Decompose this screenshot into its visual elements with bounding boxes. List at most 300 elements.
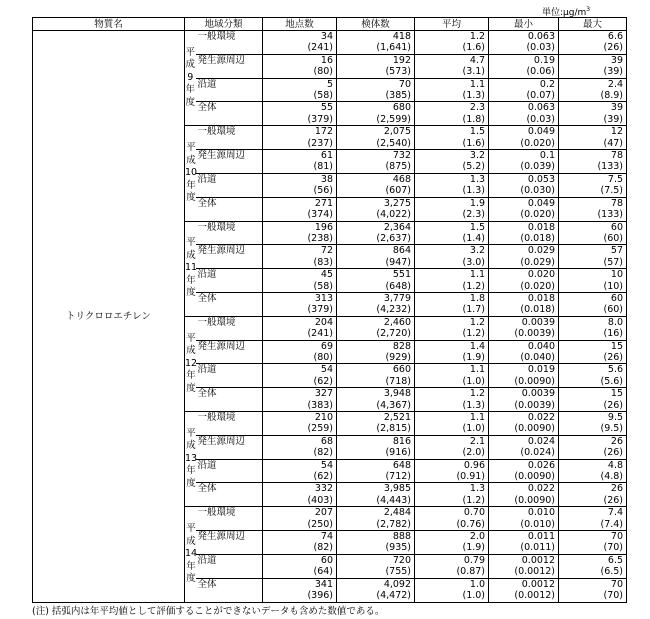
cell-samples (337, 412, 415, 436)
header-samples: 検体数 (337, 18, 415, 31)
year-char: 平 (186, 523, 196, 535)
value-all: (0.039) (520, 161, 556, 173)
cell-max (559, 245, 627, 269)
cell-max (559, 316, 627, 340)
value-all: (0.018) (520, 304, 556, 316)
cell-min (489, 54, 559, 78)
value-annual: 0.2 (539, 78, 556, 90)
value-annual: 0.0039 (521, 388, 556, 400)
value-annual: 0.018 (527, 292, 556, 304)
cell-min (489, 507, 559, 531)
year-char: 年 (186, 370, 196, 382)
value-all: (648) (385, 280, 412, 292)
value-annual: 0.79 (463, 554, 486, 566)
area-label: 発生源周辺 (196, 531, 263, 555)
value-all: (755) (385, 566, 412, 578)
value-all: (60) (603, 304, 624, 316)
value-annual: 10 (610, 269, 624, 281)
value-all: (0.87) (456, 566, 486, 578)
value-annual: 70 (398, 78, 412, 90)
value-annual: 660 (392, 364, 412, 376)
value-annual: 0.010 (527, 507, 556, 519)
value-all: (0.91) (456, 471, 486, 483)
value-annual: 39 (610, 102, 624, 114)
value-annual: 0.020 (527, 269, 556, 281)
year-char: 成 (186, 440, 196, 452)
value-all: (26) (603, 351, 624, 363)
value-annual: 6.5 (607, 554, 624, 566)
value-annual: 0.026 (527, 459, 556, 471)
year-char: 年 (186, 465, 196, 477)
cell-samples (337, 340, 415, 364)
cell-max (559, 126, 627, 150)
cell-mean (415, 364, 489, 388)
value-all: (379) (307, 304, 334, 316)
value-annual: 196 (314, 221, 334, 233)
value-annual: 4.8 (607, 459, 624, 471)
year-char: 年 (186, 179, 196, 191)
cell-samples (337, 197, 415, 221)
cell-sites (263, 150, 337, 174)
cell-samples (337, 554, 415, 578)
value-all: (1.3) (462, 185, 486, 197)
cell-samples (337, 150, 415, 174)
header-substance: 物質名 (33, 18, 185, 31)
area-label: 全体 (196, 388, 263, 412)
value-annual: 2.0 (469, 531, 486, 543)
cell-mean (415, 54, 489, 78)
value-all: (238) (307, 232, 334, 244)
value-annual: 0.19 (533, 54, 556, 66)
value-all: (0.0012) (514, 590, 556, 602)
cell-sites (263, 531, 337, 555)
value-all: (70) (603, 590, 624, 602)
value-annual: 418 (392, 31, 412, 42)
value-all: (70) (603, 542, 624, 554)
value-annual: 3.2 (469, 150, 486, 162)
value-all: (0.76) (456, 518, 486, 530)
value-all: (379) (307, 113, 334, 125)
value-all: (1.0) (462, 423, 486, 435)
cell-mean (415, 412, 489, 436)
value-all: (4,443) (376, 494, 412, 506)
value-all: (2,815) (376, 423, 412, 435)
area-label: 沿道 (196, 364, 263, 388)
value-annual: 0.019 (527, 364, 556, 376)
value-annual: 0.029 (527, 245, 556, 257)
value-annual: 1.2 (469, 316, 486, 328)
cell-sites (263, 197, 337, 221)
value-annual: 3,948 (383, 388, 412, 400)
cell-sites (263, 316, 337, 340)
cell-sites (263, 31, 337, 55)
value-annual: 5 (326, 78, 334, 90)
cell-samples (337, 435, 415, 459)
area-label: 全体 (196, 292, 263, 316)
value-annual: 16 (320, 54, 334, 66)
value-all: (10) (603, 280, 624, 292)
year-label (185, 316, 196, 411)
area-label: 一般環境 (196, 412, 263, 436)
value-all: (62) (313, 471, 334, 483)
year-char: 平 (186, 237, 196, 249)
value-annual: 0.018 (527, 221, 556, 233)
value-annual: 828 (392, 340, 412, 352)
value-annual: 70 (610, 531, 624, 543)
value-all: (58) (313, 90, 334, 102)
value-annual: 5.6 (607, 364, 624, 376)
year-char: 度 (186, 573, 196, 585)
header-region: 地域分類 (185, 18, 263, 31)
value-annual: 207 (314, 507, 334, 519)
year-char: 年 (186, 274, 196, 286)
value-annual: 69 (320, 340, 334, 352)
year-char: 11 (185, 262, 198, 274)
substance-name: トリクロロエチレン (33, 31, 185, 603)
data-table (32, 17, 627, 603)
cell-min (489, 269, 559, 293)
value-all: (80) (313, 351, 334, 363)
value-annual: 341 (314, 578, 334, 590)
cell-mean (415, 340, 489, 364)
value-all: (0.011) (520, 542, 556, 554)
value-all: (916) (385, 447, 412, 459)
cell-sites (263, 102, 337, 126)
cell-max (559, 292, 627, 316)
value-annual: 1.5 (469, 221, 486, 233)
value-all: (7.4) (600, 518, 624, 530)
value-annual: 0.0012 (521, 578, 556, 590)
value-annual: 888 (392, 531, 412, 543)
value-annual: 3,779 (383, 292, 412, 304)
year-char: 成 (186, 154, 196, 166)
cell-samples (337, 578, 415, 602)
value-annual: 26 (610, 483, 624, 495)
value-annual: 26 (610, 435, 624, 447)
value-annual: 0.053 (527, 173, 556, 185)
value-annual: 12 (610, 126, 624, 138)
value-all: (396) (307, 590, 334, 602)
value-all: (0.03) (526, 42, 556, 54)
value-annual: 0.022 (527, 412, 556, 423)
value-annual: 816 (392, 435, 412, 447)
cell-max (559, 340, 627, 364)
value-annual: 864 (392, 245, 412, 257)
cell-sites (263, 507, 337, 531)
value-annual: 0.70 (463, 507, 486, 519)
value-all: (1.2) (462, 494, 486, 506)
cell-sites (263, 459, 337, 483)
cell-max (559, 459, 627, 483)
area-label: 全体 (196, 102, 263, 126)
value-all: (82) (313, 447, 334, 459)
year-char: 平 (186, 142, 196, 154)
cell-sites (263, 292, 337, 316)
value-all: (1,641) (376, 42, 412, 54)
year-label (185, 507, 196, 602)
cell-max (559, 173, 627, 197)
value-annual: 0.049 (527, 197, 556, 209)
cell-samples (337, 54, 415, 78)
value-annual: 78 (610, 197, 624, 209)
value-all: (47) (603, 137, 624, 149)
value-all: (241) (307, 328, 334, 340)
value-all: (0.010) (520, 518, 556, 530)
value-all: (5.2) (462, 161, 486, 173)
value-all: (2.0) (462, 447, 486, 459)
year-char: 平 (186, 332, 196, 344)
value-annual: 1.8 (469, 292, 486, 304)
value-annual: 332 (314, 483, 334, 495)
value-annual: 60 (610, 221, 624, 233)
cell-samples (337, 507, 415, 531)
year-label (185, 126, 196, 221)
value-annual: 0.011 (527, 531, 556, 543)
value-all: (4,232) (376, 304, 412, 316)
value-all: (1.6) (462, 137, 486, 149)
value-all: (712) (385, 471, 412, 483)
value-annual: 60 (610, 292, 624, 304)
cell-sites (263, 126, 337, 150)
value-all: (0.029) (520, 256, 556, 268)
area-label: 沿道 (196, 269, 263, 293)
cell-mean (415, 316, 489, 340)
year-char: 成 (186, 535, 196, 547)
value-all: (1.0) (462, 375, 486, 387)
value-all: (383) (307, 399, 334, 411)
value-all: (60) (603, 232, 624, 244)
value-all: (57) (603, 256, 624, 268)
value-annual: 2,484 (383, 507, 412, 519)
value-all: (80) (313, 66, 334, 78)
area-label: 発生源周辺 (196, 340, 263, 364)
cell-min (489, 531, 559, 555)
header-sites: 地点数 (263, 18, 337, 31)
value-all: (133) (597, 209, 624, 221)
cell-sites (263, 578, 337, 602)
cell-min (489, 435, 559, 459)
cell-sites (263, 554, 337, 578)
value-all: (2,599) (376, 113, 412, 125)
value-all: (929) (385, 351, 412, 363)
value-all: (4,472) (376, 590, 412, 602)
cell-min (489, 412, 559, 436)
value-annual: 1.3 (469, 173, 486, 185)
value-all: (947) (385, 256, 412, 268)
value-all: (0.0039) (514, 399, 556, 411)
cell-min (489, 221, 559, 245)
value-all: (1.0) (462, 590, 486, 602)
value-annual: 1.1 (469, 269, 486, 281)
value-all: (3.0) (462, 256, 486, 268)
value-annual: 9.5 (607, 412, 624, 423)
value-all: (5.6) (600, 375, 624, 387)
value-all: (259) (307, 423, 334, 435)
value-annual: 2,075 (383, 126, 412, 138)
value-all: (875) (385, 161, 412, 173)
area-label: 発生源周辺 (196, 435, 263, 459)
cell-min (489, 173, 559, 197)
value-all: (6.5) (600, 566, 624, 578)
value-all: (4.8) (600, 471, 624, 483)
area-label: 沿道 (196, 554, 263, 578)
value-annual: 55 (320, 102, 334, 114)
value-all: (0.0039) (514, 328, 556, 340)
cell-min (489, 126, 559, 150)
value-all: (2.3) (462, 209, 486, 221)
header-max: 最大 (559, 18, 627, 31)
cell-sites (263, 483, 337, 507)
value-annual: 192 (392, 54, 412, 66)
cell-samples (337, 483, 415, 507)
value-all: (573) (385, 66, 412, 78)
value-all: (62) (313, 375, 334, 387)
cell-max (559, 197, 627, 221)
value-all: (82) (313, 542, 334, 554)
value-annual: 2.3 (469, 102, 486, 114)
year-char: 成 (186, 345, 196, 357)
year-char: 年 (186, 560, 196, 572)
cell-samples (337, 388, 415, 412)
cell-sites (263, 78, 337, 102)
value-annual: 720 (392, 554, 412, 566)
table-row (33, 31, 627, 55)
value-all: (0.06) (526, 66, 556, 78)
value-annual: 15 (610, 388, 624, 400)
cell-min (489, 388, 559, 412)
value-all: (133) (597, 161, 624, 173)
value-annual: 15 (610, 340, 624, 352)
value-annual: 327 (314, 388, 334, 400)
area-label: 沿道 (196, 173, 263, 197)
value-annual: 172 (314, 126, 334, 138)
area-label: 一般環境 (196, 126, 263, 150)
value-all: (2,540) (376, 137, 412, 149)
value-all: (403) (307, 494, 334, 506)
value-all: (16) (603, 328, 624, 340)
cell-max (559, 578, 627, 602)
cell-samples (337, 245, 415, 269)
value-all: (64) (313, 566, 334, 578)
value-all: (39) (603, 113, 624, 125)
header-row (33, 18, 627, 31)
value-all: (1.8) (462, 113, 486, 125)
year-char: 平 (186, 427, 196, 439)
value-all: (2,637) (376, 232, 412, 244)
cell-min (489, 459, 559, 483)
cell-samples (337, 459, 415, 483)
value-annual: 2,460 (383, 316, 412, 328)
value-annual: 551 (392, 269, 412, 281)
value-annual: 0.1 (539, 150, 556, 162)
value-annual: 54 (320, 364, 334, 376)
value-all: (2,720) (376, 328, 412, 340)
cell-mean (415, 507, 489, 531)
cell-mean (415, 269, 489, 293)
value-annual: 4.7 (469, 54, 486, 66)
table-body (33, 31, 627, 603)
cell-min (489, 578, 559, 602)
area-label: 発生源周辺 (196, 54, 263, 78)
cell-sites (263, 340, 337, 364)
value-all: (385) (385, 90, 412, 102)
cell-max (559, 435, 627, 459)
year-char: 12 (185, 357, 198, 369)
value-annual: 468 (392, 173, 412, 185)
cell-sites (263, 245, 337, 269)
value-all: (718) (385, 375, 412, 387)
unit-label: 単位$:\mu g/m^3$ (542, 6, 591, 18)
cell-samples (337, 78, 415, 102)
cell-max (559, 54, 627, 78)
cell-max (559, 554, 627, 578)
cell-sites (263, 221, 337, 245)
value-all: (56) (313, 185, 334, 197)
value-annual: 1.2 (469, 388, 486, 400)
value-all: (241) (307, 42, 334, 54)
cell-min (489, 292, 559, 316)
year-char: 成 (186, 249, 196, 261)
value-all: (3.1) (462, 66, 486, 78)
value-annual: 8.0 (607, 316, 624, 328)
value-all: (250) (307, 518, 334, 530)
value-all: (81) (313, 161, 334, 173)
value-annual: 1.3 (469, 483, 486, 495)
cell-mean (415, 102, 489, 126)
year-char: 年 (185, 84, 195, 96)
year-char: 13 (185, 452, 198, 464)
value-annual: 39 (610, 54, 624, 66)
value-annual: 2,364 (383, 221, 412, 233)
year-char: 度 (185, 96, 195, 108)
cell-max (559, 531, 627, 555)
value-all: (0.020) (520, 209, 556, 221)
cell-samples (337, 126, 415, 150)
value-annual: 2.1 (469, 435, 486, 447)
value-all: (1.2) (462, 280, 486, 292)
cell-max (559, 388, 627, 412)
cell-mean (415, 245, 489, 269)
cell-sites (263, 364, 337, 388)
cell-min (489, 150, 559, 174)
year-char: 度 (186, 192, 196, 204)
value-annual: 60 (320, 554, 334, 566)
cell-max (559, 364, 627, 388)
year-char: 14 (185, 548, 198, 560)
value-annual: 74 (320, 531, 334, 543)
cell-mean (415, 483, 489, 507)
value-all: (1.2) (462, 328, 486, 340)
cell-samples (337, 173, 415, 197)
value-all: (58) (313, 280, 334, 292)
value-all: (1.3) (462, 90, 486, 102)
year-char: 度 (186, 382, 196, 394)
value-annual: 1.9 (469, 197, 486, 209)
value-all: (1.9) (462, 542, 486, 554)
cell-samples (337, 316, 415, 340)
value-annual: 1.1 (469, 412, 486, 423)
value-all: (4,367) (376, 399, 412, 411)
cell-mean (415, 197, 489, 221)
cell-mean (415, 173, 489, 197)
value-annual: 0.063 (527, 102, 556, 114)
cell-mean (415, 78, 489, 102)
cell-mean (415, 388, 489, 412)
cell-min (489, 197, 559, 221)
cell-max (559, 78, 627, 102)
cell-min (489, 316, 559, 340)
value-all: (0.0012) (514, 566, 556, 578)
